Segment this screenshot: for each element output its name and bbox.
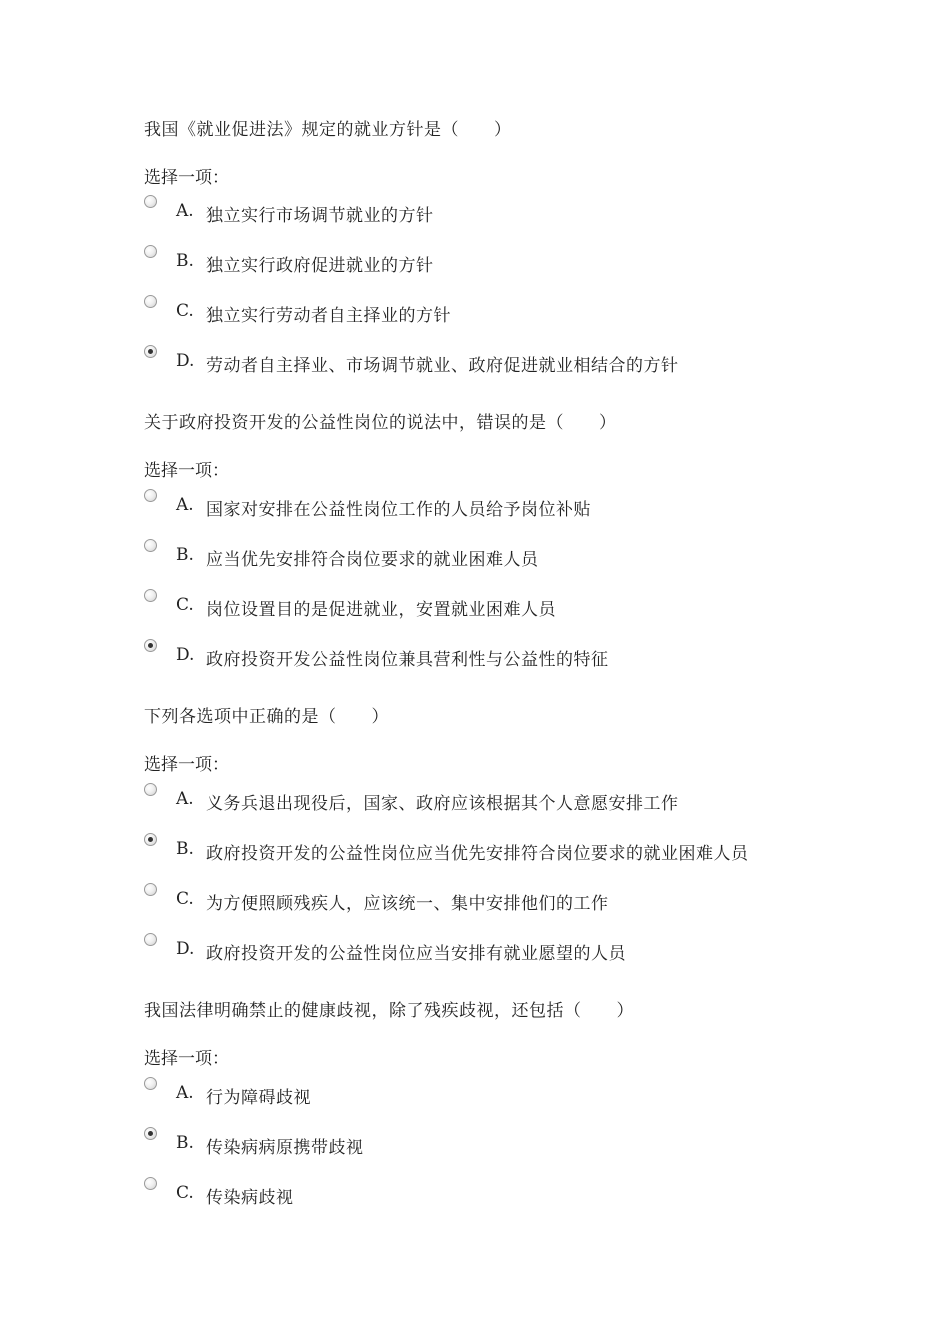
option-letter: B. xyxy=(176,545,194,565)
option-text: 劳动者自主择业、市场调节就业、政府促进就业相结合的方针 xyxy=(206,356,679,376)
option-text: 应当优先安排符合岗位要求的就业困难人员 xyxy=(206,550,539,570)
option-text: 传染病病原携带歧视 xyxy=(206,1138,364,1158)
option-text: 传染病歧视 xyxy=(206,1188,294,1208)
option-text: 国家对安排在公益性岗位工作的人员给予岗位补贴 xyxy=(206,500,591,520)
option-letter: D. xyxy=(176,645,195,665)
option-text: 政府投资开发的公益性岗位应当优先安排符合岗位要求的就业困难人员 xyxy=(206,844,749,864)
radio-button-icon[interactable] xyxy=(144,589,157,602)
option-text: 独立实行政府促进就业的方针 xyxy=(206,256,434,276)
radio-button-icon[interactable] xyxy=(144,489,157,502)
question-2-prompt: 选择一项： xyxy=(144,461,229,481)
option-letter: A. xyxy=(176,1083,194,1103)
radio-button-icon[interactable] xyxy=(144,295,157,308)
option-letter: D. xyxy=(176,351,195,371)
radio-button-icon[interactable] xyxy=(144,883,157,896)
question-3-text: 下列各选项中正确的是（ ） xyxy=(144,707,389,727)
option-text: 政府投资开发的公益性岗位应当安排有就业愿望的人员 xyxy=(206,944,626,964)
radio-button-icon[interactable] xyxy=(144,639,157,652)
option-letter: D. xyxy=(176,939,195,959)
option-text: 独立实行市场调节就业的方针 xyxy=(206,206,434,226)
option-text: 独立实行劳动者自主择业的方针 xyxy=(206,306,451,326)
question-2-text: 关于政府投资开发的公益性岗位的说法中，错误的是（ ） xyxy=(144,413,617,433)
option-text: 政府投资开发公益性岗位兼具营利性与公益性的特征 xyxy=(206,650,609,670)
radio-button-icon[interactable] xyxy=(144,245,157,258)
question-4-text: 我国法律明确禁止的健康歧视，除了残疾歧视，还包括（ ） xyxy=(144,1001,634,1021)
option-text: 行为障碍歧视 xyxy=(206,1088,311,1108)
radio-button-icon[interactable] xyxy=(144,195,157,208)
option-text: 岗位设置目的是促进就业，安置就业困难人员 xyxy=(206,600,556,620)
radio-button-icon[interactable] xyxy=(144,1077,157,1090)
option-text: 义务兵退出现役后，国家、政府应该根据其个人意愿安排工作 xyxy=(206,794,679,814)
radio-button-icon[interactable] xyxy=(144,1127,157,1140)
option-letter: B. xyxy=(176,251,194,271)
radio-button-icon[interactable] xyxy=(144,783,157,796)
question-1-prompt: 选择一项： xyxy=(144,168,229,188)
radio-button-icon[interactable] xyxy=(144,1177,157,1190)
option-letter: A. xyxy=(176,789,194,809)
question-4-prompt: 选择一项： xyxy=(144,1049,229,1069)
option-letter: C. xyxy=(176,595,194,615)
option-letter: C. xyxy=(176,889,194,909)
option-letter: C. xyxy=(176,1183,194,1203)
radio-button-icon[interactable] xyxy=(144,345,157,358)
option-letter: A. xyxy=(176,495,194,515)
radio-button-icon[interactable] xyxy=(144,539,157,552)
radio-button-icon[interactable] xyxy=(144,833,157,846)
question-3-prompt: 选择一项： xyxy=(144,755,229,775)
question-1-text: 我国《就业促进法》规定的就业方针是（ ） xyxy=(144,120,512,140)
option-letter: B. xyxy=(176,839,194,859)
option-text: 为方便照顾残疾人，应该统一、集中安排他们的工作 xyxy=(206,894,609,914)
option-letter: C. xyxy=(176,301,194,321)
radio-button-icon[interactable] xyxy=(144,933,157,946)
option-letter: B. xyxy=(176,1133,194,1153)
option-letter: A. xyxy=(176,201,194,221)
